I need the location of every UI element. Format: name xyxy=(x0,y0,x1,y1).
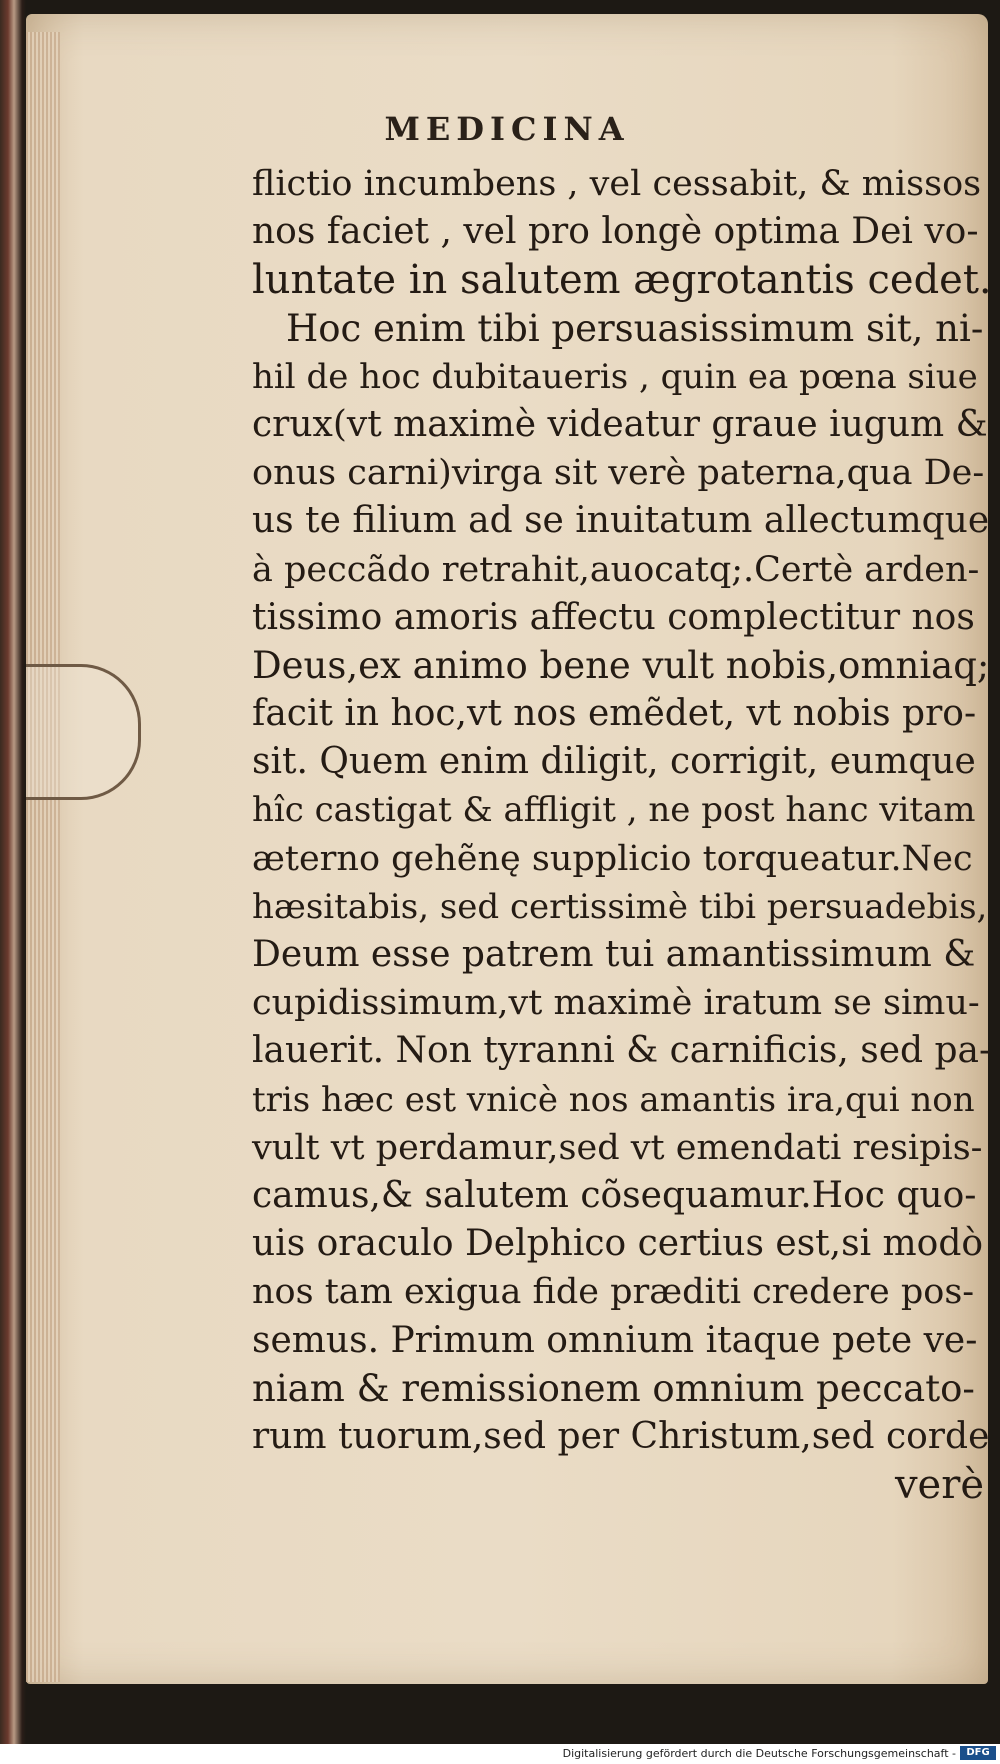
text-line: semus. Primum omnium itaque pete ve- xyxy=(252,1319,978,1361)
body-text xyxy=(252,160,992,1509)
text-line: uis oraculo Delphico certius est,si modò xyxy=(252,1223,984,1265)
book-page xyxy=(26,14,992,1684)
page-edges xyxy=(26,32,60,1682)
catchword: verè xyxy=(894,1462,984,1509)
text-line: à peccãdo retrahit,auocatq;.Certè arden- xyxy=(252,549,980,590)
text-line: hîc castigat & affligit , ne post hanc vitam xyxy=(252,790,976,831)
text-line: sit. Quem enim diligit, corrigit, eumque xyxy=(252,741,976,783)
text-line: luntate in salutem ægrotantis cedet. xyxy=(252,257,992,304)
text-line: tissimo amoris affectu complectitur nos xyxy=(252,596,975,638)
text-line: Deum esse patrem tui amantissimum & xyxy=(252,934,976,975)
dfg-logo: DFG xyxy=(960,1746,996,1760)
text-line: rum tuorum,sed per Christum,sed corde xyxy=(252,1415,990,1457)
text-line: crux(vt maximè videatur graue iugum & xyxy=(252,403,988,445)
text-line: facit in hoc,vt nos emẽdet, vt nobis pro- xyxy=(252,693,977,735)
text-line: niam & remissionem omnium peccato- xyxy=(252,1366,975,1410)
text-line: hæsitabis, sed certissimè tibi persuadebis, xyxy=(252,886,988,927)
text-line: flictio incumbens , vel cessabit, & missos xyxy=(252,164,982,204)
footer-credit: Digitalisierung gefördert durch die Deutsche Forschungsgemeinschaft - xyxy=(562,1747,956,1760)
text-line: Hoc enim tibi persuasissimum sit, ni- xyxy=(286,306,984,350)
page-clip xyxy=(26,664,141,800)
text-line: onus carni)virga sit verè paterna,qua De- xyxy=(252,453,985,494)
text-line: æterno gehẽnę supplicio torqueatur.Nec xyxy=(252,838,973,879)
text-line: camus,& salutem cõsequamur.Hoc quo- xyxy=(252,1174,977,1216)
text-line: tris hæc est vnicè nos amantis ira,qui non xyxy=(252,1079,975,1120)
text-line: Deus,ex animo bene vult nobis,omniaq; xyxy=(252,643,990,687)
running-head: MEDICINA xyxy=(384,110,630,148)
text-line: nos faciet , vel pro longè optima Dei vo- xyxy=(252,211,979,253)
text-line: nos tam exigua fide præditi credere pos- xyxy=(252,1272,975,1313)
text-line: cupidissimum,vt maximè iratum se simu- xyxy=(252,983,980,1024)
text-line: hil de hoc dubitaueris , quin ea pœna siue xyxy=(252,356,978,397)
text-line: lauerit. Non tyranni & carnificis, sed pa- xyxy=(252,1030,992,1072)
text-line: vult vt perdamur,sed vt emendati resipis- xyxy=(252,1127,983,1168)
text-line: us te filium ad se inuitatum allectumque xyxy=(252,500,990,542)
